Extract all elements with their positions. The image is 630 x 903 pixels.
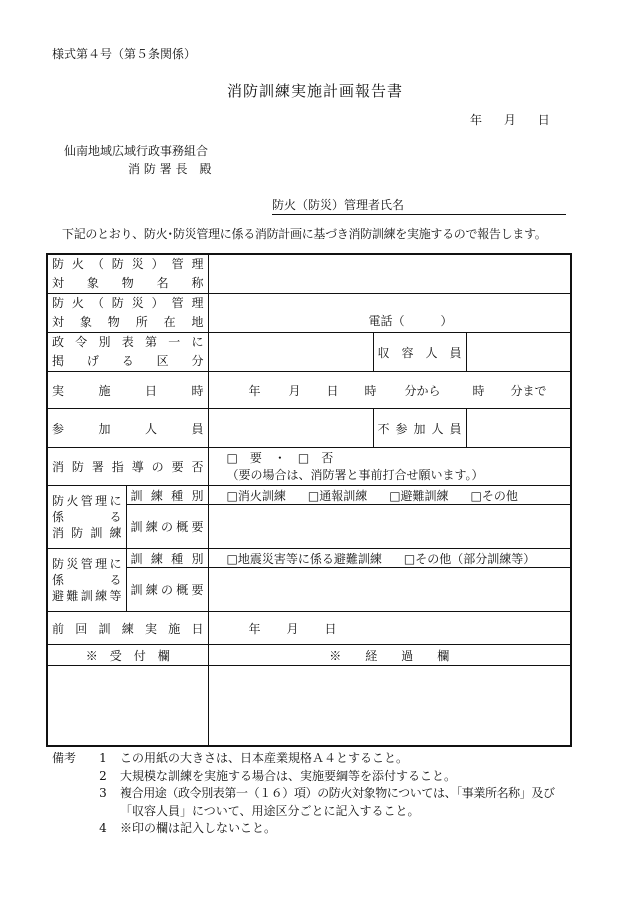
target-location-label: 防火（防災）管理 対 象 物 所 在 地 (47, 294, 208, 333)
note-item: 「収容人員」について、用途区分ごとに記入すること。 (120, 803, 420, 818)
fire-training-type-options[interactable] (208, 486, 571, 505)
capacity-label: 収 容 人 員 (373, 333, 466, 372)
datetime-field[interactable]: 年 月 日 時 分から 時 分まで (208, 372, 571, 409)
capacity-field[interactable] (466, 333, 571, 372)
category-field[interactable] (208, 333, 373, 372)
participants-field[interactable] (208, 409, 373, 448)
fire-training-type-label: 訓 練 種 別 (126, 486, 208, 505)
non-participants-label: 不 参 加 人 員 (373, 409, 466, 448)
report-form-table (46, 253, 572, 747)
target-name-field[interactable] (208, 254, 571, 294)
fire-option-other[interactable]: □その他 (470, 488, 518, 503)
date-day: 日 (537, 113, 550, 127)
reception-header: ※ 受 付 欄 (47, 645, 208, 666)
intro-text: 下記のとおり、防火･防災管理に係る消防計画に基づき消防訓練を実施するので報告します。 (62, 227, 547, 241)
disaster-training-overview-field[interactable] (208, 568, 571, 612)
notes: 備考 1 この用紙の大きさは、日本産業規格Ａ４とすること。 2 大規模な訓練を実施する場合は、実施要綱等を添付すること。 3 複合用途（政令別表第一（１６）項）の防火対象物については、「事業所名称」及び 「収容人員」について、用途区分ごとに記入すること。 4 ※印の欄は記入しないこと。 (52, 750, 555, 838)
note-item: この用紙の大きさは、日本産業規格Ａ４とすること。 (120, 751, 409, 765)
guidance-options[interactable]: □ 要 ・ □ 否 (226, 450, 334, 465)
notes-head: 備考 (52, 751, 77, 765)
date-month: 月 (503, 113, 516, 127)
fire-training-overview-field[interactable] (208, 505, 571, 549)
category-label: 政令別表第一に 掲 げ る 区 分 (47, 333, 208, 372)
manager-name-field[interactable]: 防火（防災）管理者氏名 (272, 196, 566, 215)
fire-option-report[interactable]: □通報訓練 (307, 488, 368, 503)
note-item: 複合用途（政令別表第一（１６）項）の防火対象物については、「事業所名称」及び (120, 786, 555, 800)
form-number: 様式第４号（第５条関係） (52, 47, 197, 61)
reception-field (47, 666, 208, 746)
fire-option-evacuate[interactable]: □避難訓練 (389, 488, 449, 503)
date-year: 年 (470, 113, 483, 127)
guidance-field[interactable] (208, 448, 571, 486)
note-item: ※印の欄は記入しないこと。 (120, 821, 277, 835)
fire-option-extinguish[interactable]: □消火訓練 (226, 488, 286, 503)
datetime-label: 実 施 日 時 (47, 372, 208, 409)
disaster-option-other[interactable]: □その他（部分訓練等） (403, 551, 536, 566)
disaster-training-group-label: 防災管理に 係 る 避難訓練等 (47, 549, 126, 612)
phone-label: 電話（ ） (368, 314, 453, 328)
report-date (470, 111, 568, 128)
guidance-note: （要の場合は、消防署と事前打合せ願います。） (226, 467, 484, 482)
non-participants-field[interactable] (466, 409, 571, 448)
fire-training-overview-label: 訓練の概要 (126, 505, 208, 549)
addressee-organization: 仙南地域広域行政事務組合 (64, 144, 209, 158)
previous-training-label: 前回訓練実施日 (47, 612, 208, 645)
disaster-option-earthquake[interactable]: □地震災害等に係る避難訓練 (226, 551, 382, 566)
previous-training-field[interactable]: 年 月 日 (208, 612, 571, 645)
document-title: 消防訓練実施計画報告書 (226, 82, 403, 100)
addressee-chief: 消 防 署 長 殿 (128, 162, 212, 176)
note-item: 大規模な訓練を実施する場合は、実施要綱等を添付すること。 (120, 768, 457, 783)
progress-field (208, 666, 571, 746)
disaster-training-overview-label: 訓練の概要 (126, 568, 208, 612)
fire-training-group-label: 防火管理に 係 る 消防訓練 (47, 486, 126, 549)
disaster-training-type-label: 訓 練 種 別 (126, 549, 208, 568)
target-name-label: 防火（防災）管理 対 象 物 名 称 (47, 254, 208, 294)
disaster-training-type-options[interactable] (208, 549, 571, 568)
guidance-label: 消防署指導の要否 (47, 448, 208, 486)
participants-label: 参 加 人 員 (47, 409, 208, 448)
progress-header: ※ 経 過 欄 (208, 645, 571, 666)
target-location-field[interactable] (208, 294, 571, 333)
